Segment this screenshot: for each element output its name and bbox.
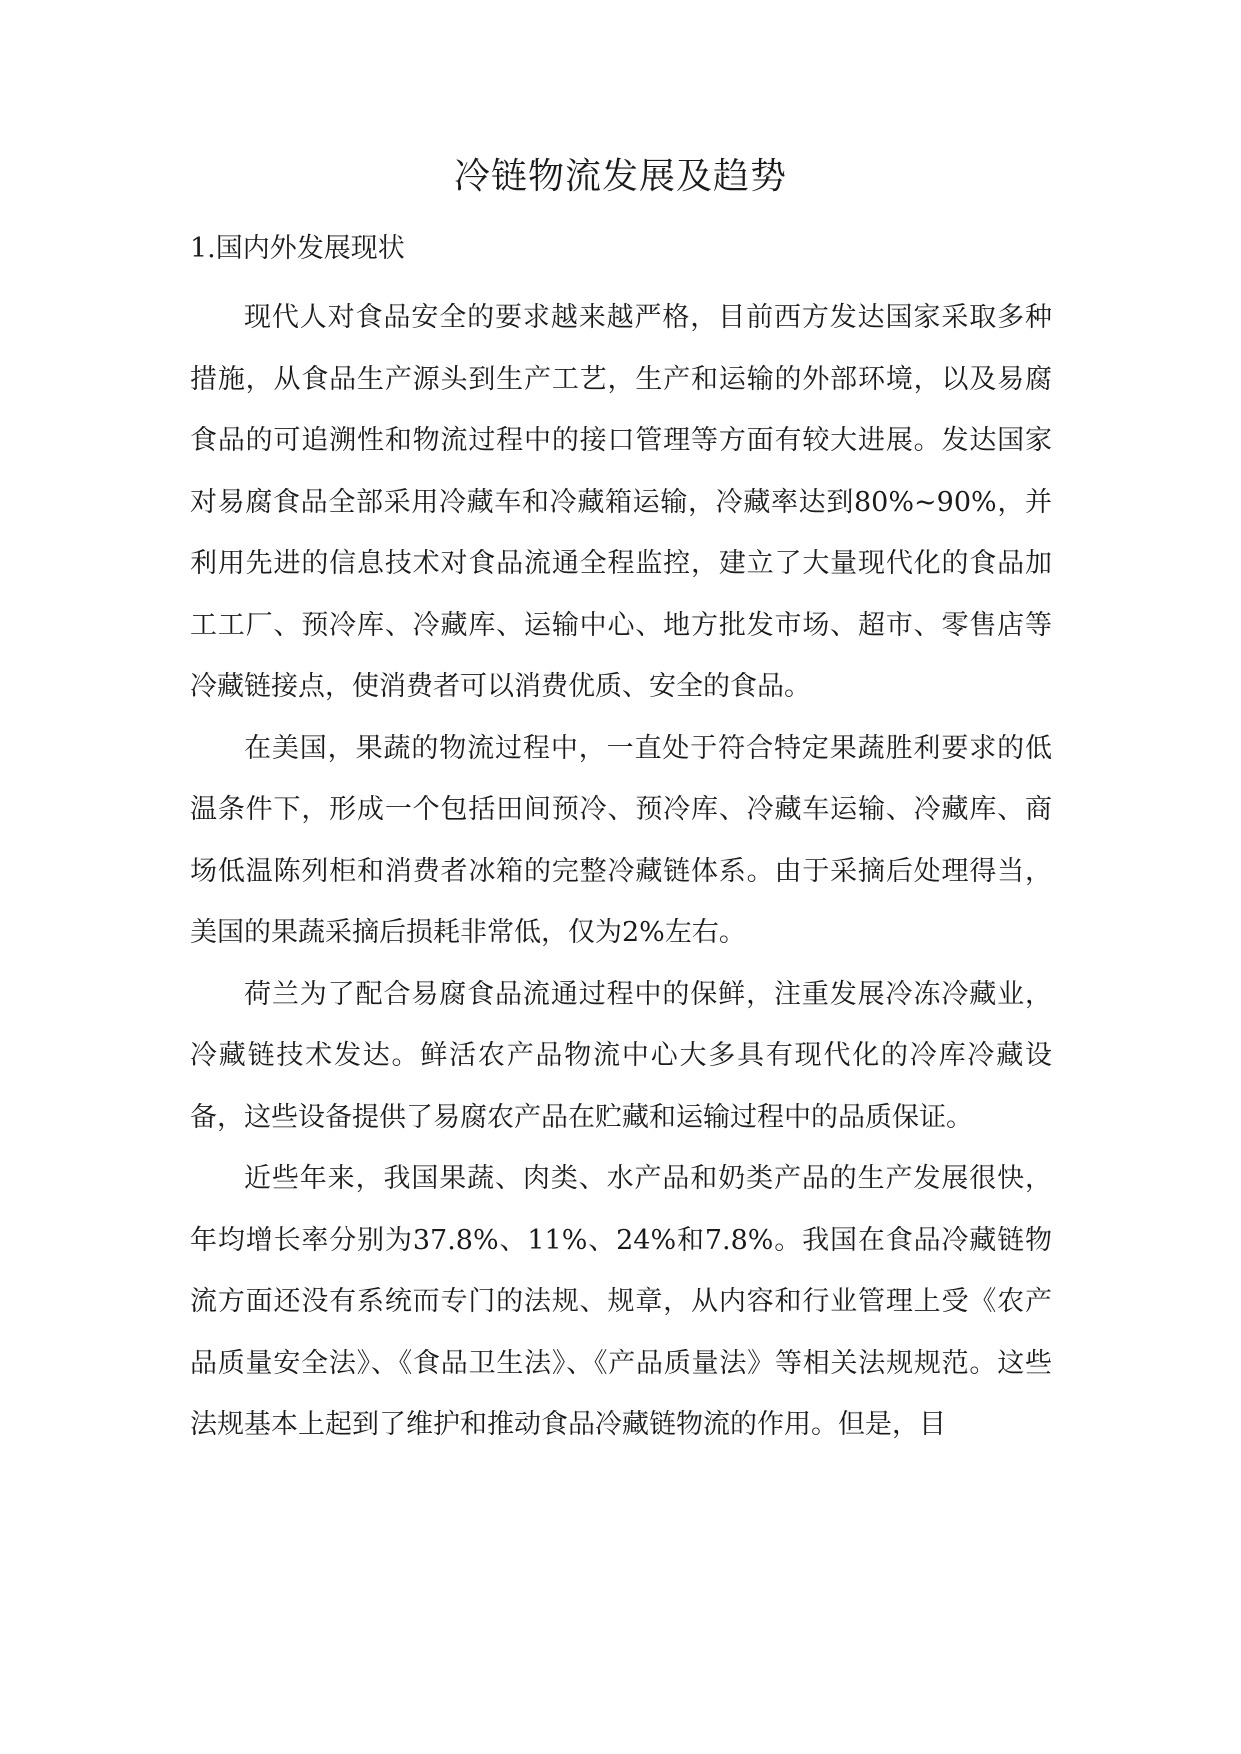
paragraph-1: 现代人对食品安全的要求越来越严格，目前西方发达国家采取多种措施，从食品生产源头到生产工艺，生产和运输的外部环境，以及易腐食品的可追溯性和物流过程中的接口管理等方面有较大进展。发达国家对易腐食品全部采用冷藏车和冷藏箱运输，冷藏率达到80%~90%，并利用先进的信息技术对食品流通全程监控，建立了大量现代化的食品加工工厂、预冷库、冷藏库、运输中心、地方批发市场、超市、零售店等冷藏链接点，使消费者可以消费优质、安全的食品。 <box>190 302 1052 702</box>
paragraph-4: 近些年来，我国果蔬、肉类、水产品和奶类产品的生产发展很快，年均增长率分别为37.8%、11%、24%和7.8%。我国在食品冷藏链物流方面还没有系统而专门的法规、规章，从内容和行业管理上受《农产品质量安全法》、《食品卫生法》、《产品质量法》等相关法规规范。这些法规基本上起到了维护和推动食品冷藏链物流的作用。但是，目 <box>190 1163 1052 1440</box>
paragraph-2: 在美国，果蔬的物流过程中，一直处于符合特定果蔬胜利要求的低温条件下，形成一个包括田间预冷、预冷库、冷藏车运输、冷藏库、商场低温陈列柜和消费者冰箱的完整冷藏链体系。由于采摘后处理得当，美国的果蔬采摘后损耗非常低，仅为2%左右。 <box>190 732 1052 948</box>
paragraph-3: 荷兰为了配合易腐食品流通过程中的保鲜，注重发展冷冻冷藏业，冷藏链技术发达。鲜活农产品物流中心大多具有现代化的冷库冷藏设备，这些设备提供了易腐农产品在贮藏和运输过程中的品质保证。 <box>190 978 1052 1133</box>
document-title: 冷链物流发展及趋势 <box>453 156 787 197</box>
section-heading: 1.国内外发展现状 <box>190 233 405 264</box>
document-body <box>190 287 1052 1456</box>
